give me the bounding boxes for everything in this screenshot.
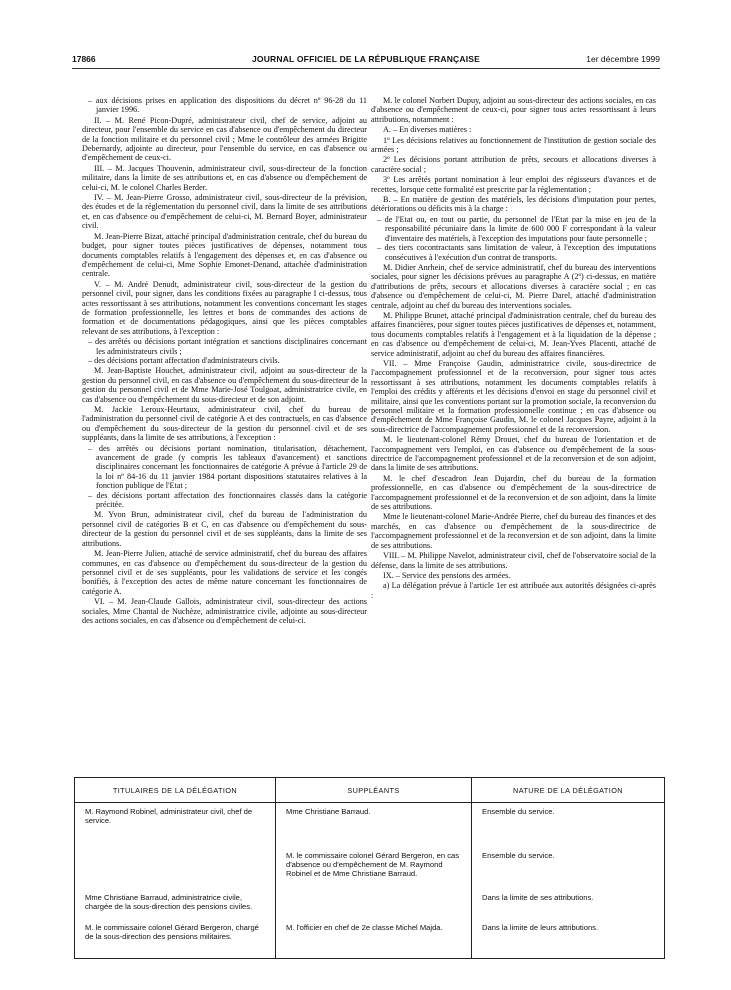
table-cell — [276, 889, 472, 919]
issue-date: 1er décembre 1999 — [586, 54, 660, 64]
left-text-column — [82, 96, 367, 773]
table-cell: M. le commissaire colonel Gérard Bergeron, chargé de la sous-direction des pensions militaires. — [75, 919, 276, 959]
table-cell: M. l'officier en chef de 2e classe Michel Majda. — [276, 919, 472, 959]
paragraph: M. Jean-Pierre Julien, attaché de service administratif, chef du bureau des affaires communes, en cas d'absence ou d'empêchement du sous-directeur de la gestion du personnel civil et de ses suppléants, pour les validations de service et les congés bonifiés, à l'exception des actes de même nature concernant les fonctionnaires de catégorie A. — [82, 549, 367, 596]
paragraph: VIII. – M. Philippe Navelot, administrateur civil, chef de l'observatoire social de la défense, dans la limite de ses attributions. — [371, 551, 656, 570]
page-number: 17866 — [72, 54, 96, 64]
bullet-list — [82, 96, 367, 115]
paragraph: M. Philippe Brunet, attaché principal d'administration centrale, chef du bureau des affaires financières, pour signer toutes pièces justificatives de dépenses et, notamment, tous documents comptables relatifs à l'engagement et à la liquidation de la dépense ; en cas d'absence ou d'empêchement de celui-ci, M. Jean-Yves Placenti, attaché de service administratif, adjoint au chef du bureau des affaires financières. — [371, 310, 656, 358]
paragraph: M. Yvon Brun, administrateur civil, chef du bureau de l'administration du personnel civil de catégories B et C, en cas d'absence ou d'empêchement du sous-directeur de la gestion du personnel civil et de ses suppléants, dans la limite de ses attributions. — [82, 510, 367, 548]
table-row — [75, 847, 665, 889]
page-header — [72, 54, 660, 68]
table-cell: Ensemble du service. — [472, 847, 665, 889]
paragraph: V. – M. André Denudt, administrateur civil, sous-directeur de la gestion du personnel civil, pour signer, dans les conditions fixées au paragraphe I ci-dessus, tous actes ressortissant à ses attributions, notamment les conventions concernant les stages de formation professionnelle, les lettres et bons de commandes des actions de formation et de documentations pédagogiques, ainsi que les pièces comptables relevant de ses attributions, à l'exception : — [82, 279, 367, 336]
paragraph: 2º Les décisions portant attribution de prêts, secours et allocations diverses à caractère social ; — [371, 155, 656, 174]
bullet-list — [82, 337, 367, 365]
table-row — [75, 803, 665, 847]
column-header: TITULAIRES DE LA DÉLÉGATION — [75, 778, 276, 803]
paragraph: VI. – M. Jean-Claude Gallois, administrateur civil, sous-directeur des actions sociales, Mme Chantal de Nuchèze, administratrice civile, adjointe au sous-directeur des actions sociales, en cas d'absence ou d'empêchement de celui-ci. — [82, 597, 367, 625]
table-cell: Dans la limite de ses attributions. — [472, 889, 665, 919]
table-cell: Dans la limite de leurs attributions. — [472, 919, 665, 959]
table-cell: Mme Christiane Barraud. — [276, 803, 472, 847]
table-row — [75, 919, 665, 959]
table-header-row — [75, 778, 665, 803]
paragraph: III. – M. Jacques Thouvenin, administrateur civil, sous-directeur de la fonction militaire, dans la limite de ses attributions et, en cas d'absence ou d'empêchement de celui-ci, M. le colonel Charles Berder. — [82, 163, 367, 192]
paragraph: VII. – Mme Françoise Gaudin, administratrice civile, sous-directrice de l'accompagnement professionnel et de la reconversion, pour signer tous actes ressortissant à ses attributions, notamment les documents comptables relatifs à l'emploi des crédits y afférents et les décisions d'envoi en stage du personnel civil et militaire, ainsi que les conventions portant sur la promotion sociale, la reconversion du personnel militaire et la formation professionnelle continue ; en cas d'absence ou d'empêchement de Mme Françoise Gaudin, M. le colonel Jacques Payre, adjoint à la sous-directrice de l'accompagnement professionnel et de la reconversion. — [371, 358, 656, 434]
paragraph: M. Jean-Baptiste Houchet, administrateur civil, adjoint au sous-directeur de la gestion du personnel civil, en cas d'absence ou d'empêchement du sous-directeur de la gestion du personnel civil et de Mme Marie-José Toulgoat, administratrice civile, en cas d'absence ou d'empêchement du sous-directeur et de son adjoint. — [82, 366, 367, 404]
paragraph: M. Jean-Pierre Bizat, attaché principal d'administration centrale, chef du bureau du budget, pour signer toutes pièces justificatives de dépenses, notamment tous documents comptables relatifs à l'engagement des dépenses et, en cas d'absence ou d'empêchement de celui-ci, Mme Sophie Emonet-Denand, attachée d'administration centrale. — [82, 231, 367, 279]
list-item: – aux décisions prises en application des dispositions du décret nº 96-28 du 11 janvier 1996. — [96, 96, 367, 115]
paragraph: 3º Les arrêtés portant nomination à leur emploi des régisseurs d'avances et de recettes, lorsque cette formalité est prescrite par la réglementation ; — [371, 175, 656, 194]
list-item: – des arrêtés ou décisions portant intégration et sanctions disciplinaires concernant les administrateurs civils ; — [96, 337, 367, 356]
list-item: – des décisions portant affectation des fonctionnaires classés dans la catégorie précitée. — [96, 491, 367, 510]
header-rule — [72, 68, 660, 69]
delegation-table — [74, 777, 665, 959]
paragraph: IV. – M. Jean-Pierre Grosso, administrateur civil, sous-directeur de la prévision, des études et de la réglementation du personnel civil, dans la limite de ses attributions et, en cas d'absence ou d'empêchement de celui-ci, M. Bernard Boyer, administrateur civil. — [82, 193, 367, 231]
column-header: SUPPLÉANTS — [276, 778, 472, 803]
table-row — [75, 889, 665, 919]
paragraph: Mme le lieutenant-colonel Marie-Andrée Pierre, chef du bureau des finances et des marchés, en cas d'absence ou d'empêchement de la sous-directrice de l'accompagnement professionnel et de la reconversion et de son adjoint, dans la limite de ses attributions. — [371, 512, 656, 550]
list-item: – des tiers cocontractants sans limitation de valeur, à l'exception des imputations consécutives à l'exécution d'un contrat de transports. — [385, 243, 656, 262]
bullet-list — [82, 444, 367, 510]
bullet-list — [371, 215, 656, 262]
paragraph: 1º Les décisions relatives au fonctionnement de l'institution de gestion sociale des armées ; — [371, 135, 656, 155]
table-cell: M. Raymond Robinel, administrateur civil, chef de service. — [75, 803, 276, 847]
table-cell — [75, 847, 276, 889]
paragraph: A. – En diverses matières : — [383, 125, 472, 135]
table-cell: Mme Christiane Barraud, administratrice civile, chargée de la sous-direction des pensions civiles. — [75, 889, 276, 919]
list-item: – de l'Etat ou, en tout ou partie, du personnel de l'Etat par la mise en jeu de la responsabilité pécuniaire dans la limite de 600 000 F correspondant à la valeur d'inventaire des matériels, à l'exception des imputations pour faute personnelle ; — [385, 215, 656, 243]
journal-title: JOURNAL OFFICIEL DE LA RÉPUBLIQUE FRANÇAISE — [251, 54, 481, 64]
list-item: – des décisions portant affectation d'administrateurs civils. — [96, 356, 367, 365]
paragraph: II. – M. René Picon-Dupré, administrateur civil, chef de service, adjoint au directeur, pour l'ensemble du service en cas d'absence ou d'empêchement du directeur de la fonction militaire et du personnel civil ; Mme le contrôleur des armées Brigitte Debernardy, adjointe au directeur, pour l'ensemble du service, en cas d'absence ou d'empêchement de ceux-ci. — [82, 115, 367, 163]
table-cell: M. le commissaire colonel Gérard Bergeron, en cas d'absence ou d'empêchement de M. Raymond Robinel et de Mme Christiane Barraud. — [276, 847, 472, 889]
right-text-column — [371, 96, 656, 773]
paragraph: M. Jackie Leroux-Heurtaux, administrateur civil, chef du bureau de l'administration du personnel civil de catégorie A et des contractuels, en cas d'absence ou d'empêchement du sous-directeur de la gestion du personnel civil et de ses suppléants, dans la limite de ses attributions, à l'exception : — [82, 405, 367, 443]
paragraph: M. le colonel Norbert Dupuy, adjoint au sous-directeur des actions sociales, en cas d'absence ou d'empêchement de ceux-ci, pour signer tous actes ressortissant à leurs attributions, notamment : — [371, 96, 656, 124]
paragraph: M. Didier Anrhein, chef de service administratif, chef du bureau des interventions sociales, pour signer les décisions prévues au paragraphe A (2º) ci-dessus, en matière d'attributions de prêts, secours et allocations diverses à caractère social ; en cas d'absence ou d'empêchement de celui-ci, M. Pierre Darel, attaché d'administration centrale, adjoint au chef du bureau des interventions sociales. — [371, 262, 656, 310]
paragraph: B. – En matière de gestion des matériels, les décisions d'imputation pour pertes, détériorations ou déficits mis à la charge : — [371, 195, 656, 214]
list-item: – des arrêtés ou décisions portant nomination, titularisation, détachement, avancement de grade (y compris les tableaux d'avancement) et sanctions disciplinaires concernant les fonctionnaires de catégorie A prévue à l'article 29 de la loi nº 84-16 du 11 janvier 1984 portant dispositions statutaires relatives à la fonction publique de l'Etat ; — [96, 444, 367, 491]
paragraph: IX. – Service des pensions des armées. — [383, 570, 511, 580]
column-header: NATURE DE LA DÉLÉGATION — [472, 778, 665, 803]
paragraph: M. le chef d'escadron Jean Dujardin, chef du bureau de la formation professionnelle, en cas d'absence ou d'empêchement de la sous-directrice de l'accompagnement professionnel et de la reconversion et de son adjoint, dans la limite de ses attributions. — [371, 473, 656, 512]
table-cell: Ensemble du service. — [472, 803, 665, 847]
paragraph: M. le lieutenant-colonel Rémy Drouet, chef du bureau de l'orientation et de l'accompagnement vers l'emploi, en cas d'absence ou d'empêchement de la sous-directrice de l'accompagnement professionnel et de la reconversion et de son adjoint, dans la limite de ses attributions. — [371, 435, 656, 473]
paragraph: a) La délégation prévue à l'article 1er est attribuée aux autorités désignées ci-après : — [371, 581, 656, 600]
